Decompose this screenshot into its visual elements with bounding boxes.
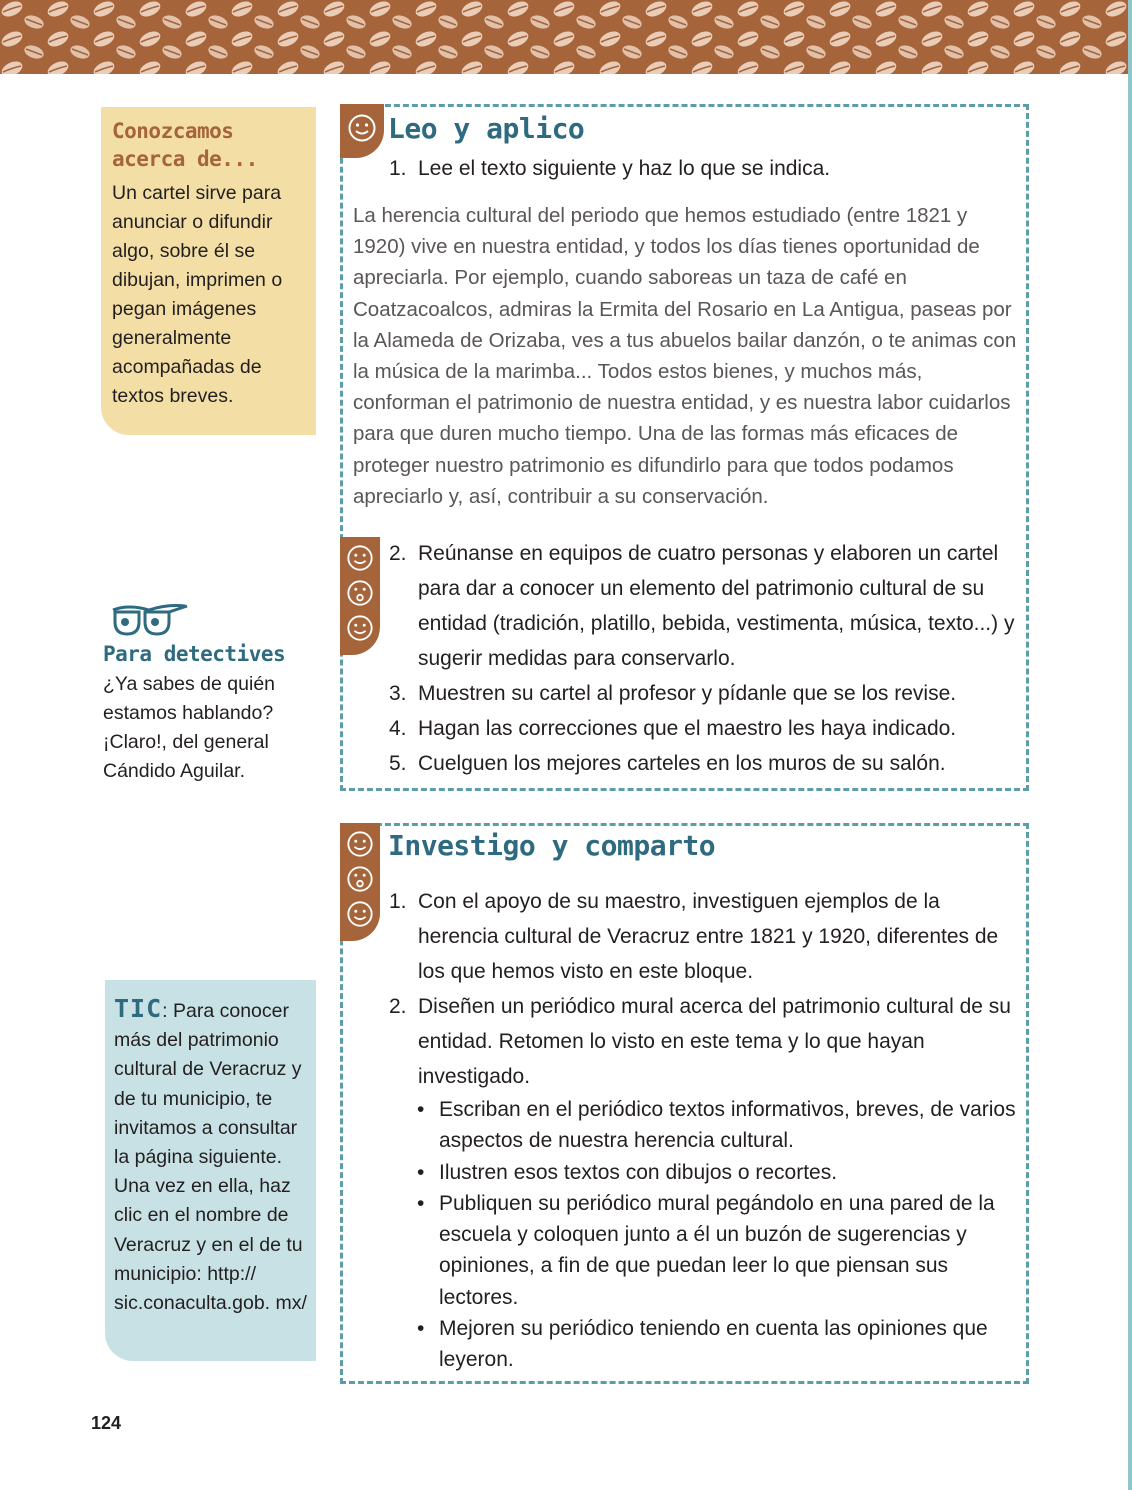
sidebar-tic: [105, 980, 316, 1361]
detectives-title: Para detectives: [103, 642, 286, 666]
leo-item-1: [389, 151, 1009, 186]
leo-item-5-text: Cuelguen los mejores carteles en los muros de su salón.: [418, 752, 946, 775]
leo-item-5: [389, 746, 1019, 781]
leo-item-2-number: 2.: [389, 542, 407, 565]
leo-item-3-number: 3.: [389, 682, 407, 705]
smiley-face-icon: [346, 544, 374, 572]
investigo-y-comparto-section: [340, 823, 1029, 1384]
leo-item-4: [389, 711, 1019, 746]
detectives-body: ¿Ya sabes de quién estamos hablando? ¡Claro!, del general Cándido Aguilar.: [103, 673, 276, 782]
smiley-face-icon: [347, 113, 377, 143]
list-item: • Mejoren su periódico teniendo en cuenta las opiniones que leyeron.: [416, 1313, 1021, 1376]
leo-item-3: [389, 676, 1019, 711]
leo-y-aplico-section: [340, 104, 1029, 791]
leo-item-1-number: 1.: [389, 157, 407, 180]
leo-item-1-text: Lee el texto siguiente y haz lo que se indica.: [418, 157, 831, 180]
smiley-face-icon: [346, 900, 374, 928]
tic-body: : Para conocer más del patrimonio cultural de Veracruz y de tu municipio, te invitamos a consultar la página siguiente. Una vez en ella, haz clic en el nombre de Veracruz y en el de tu municipio: http:// sic.conaculta.gob. mx/: [114, 1000, 307, 1315]
surprised-face-icon: [346, 865, 374, 893]
list-item: • Ilustren esos textos con dibujos o recortes.: [416, 1157, 1021, 1188]
tic-title: TIC: [114, 994, 163, 1023]
sidebar-conozcamos: [101, 107, 316, 435]
investigo-item-2-number: 2.: [389, 995, 407, 1018]
investigo-item-1-number: 1.: [389, 890, 407, 913]
leo-item-4-text: Hagan las correcciones que el maestro les haya indicado.: [418, 717, 957, 740]
reading-passage: La herencia cultural del periodo que hemos estudiado (entre 1821 y 1920) vive en nuestra entidad, y todos los días tienes oportunidad de apreciarla. Por ejemplo, cuando saboreas un taza de café en Coatzacoalcos, admiras la Ermita del Rosario en La Antigua, paseas por la Alameda de Orizaba, ves a tus abuelos bailar danzón, o te animas con la música de la marimba... Todos estos bienes, y muchos más, conforman el patrimonio de nuestra entidad, y es nuestra labor cuidarlos para que duren mucho tiempo. Una de las formas más eficaces de proteger nuestro patrimonio es difundirlo para que todos podamos apreciarlo y, así, contribuir a su conservación.: [353, 204, 1017, 508]
investigo-item-1-text: Con el apoyo de su maestro, investiguen ejemplos de la herencia cultural de Veracruz entre 1821 y 1920, diferentes de los que hemos visto en este bloque.: [418, 890, 999, 983]
coffee-beans-pattern: [0, 0, 1132, 74]
leo-item-2-text: Reúnanse en equipos de cuatro personas y elaboren un cartel para dar a conocer un elemento del patrimonio cultural de su entidad (tradición, platillo, bebida, vestimenta, música, texto...) y sugerir medidas para conservarlo.: [418, 542, 1015, 670]
investigo-item-2-text: Diseñen un periódico mural acerca del patrimonio cultural de su entidad. Retomen lo visto en este tema y lo que hayan investigado.: [418, 995, 1011, 1088]
leo-item-4-number: 4.: [389, 717, 407, 740]
coffee-beans-banner: [0, 0, 1132, 74]
page-number: 124: [91, 1413, 122, 1433]
surprised-face-icon: [346, 579, 374, 607]
team-tab: [340, 537, 380, 655]
smiley-face-icon: [346, 830, 374, 858]
investigo-bullet-list: [416, 1094, 1021, 1376]
leo-item-5-number: 5.: [389, 752, 407, 775]
sidebar-conozcamos-body: Un cartel sirve para anunciar o difundir algo, sobre él se dibujan, imprimen o pegan imágenes generalmente acompañadas de textos breves.: [112, 182, 283, 407]
investigo-tab: [340, 823, 380, 941]
investigo-item-1: [389, 884, 1019, 989]
leo-y-aplico-title: Leo y aplico: [388, 112, 585, 145]
leo-item-2: [389, 536, 1019, 676]
page-edge-stripe: [1128, 0, 1132, 1490]
investigo-title: Investigo y comparto: [388, 829, 716, 862]
tic-body-wrapper: [114, 994, 308, 1318]
list-item: • Escriban en el periódico textos informativos, breves, de varios aspectos de nuestra herencia cultural.: [416, 1094, 1021, 1157]
glasses-icon: [109, 600, 189, 640]
sidebar-conozcamos-title: Conozcamos acerca de...: [112, 119, 258, 171]
investigo-item-2: [389, 989, 1019, 1094]
leo-item-3-text: Muestren su cartel al profesor y pídanle que se los revise.: [418, 682, 957, 705]
smiley-face-icon: [346, 614, 374, 642]
leo-tab: [340, 104, 384, 158]
sidebar-detectives: [103, 600, 303, 786]
list-item: • Publiquen su periódico mural pegándolo en una pared de la escuela y coloquen junto a él un buzón de sugerencias y opiniones, a fin de que puedan leer lo que piensan sus lectores.: [416, 1188, 1021, 1313]
